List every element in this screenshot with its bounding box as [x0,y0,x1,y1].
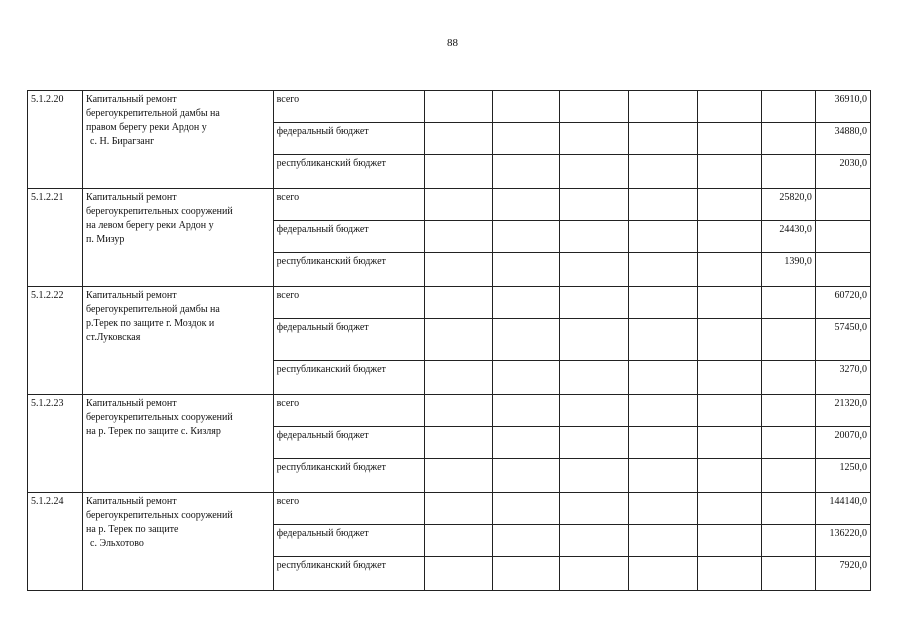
amount-cell-empty [492,557,559,591]
amount-cell-empty [697,319,761,361]
amount-cell-empty [560,525,629,557]
amount-cell: 25820,0 [761,189,815,221]
funding-source: всего [273,287,424,319]
amount-cell-empty [424,221,492,253]
amount-cell-empty [697,557,761,591]
item-name [83,287,274,395]
amount-cell-empty [492,91,559,123]
amount-cell-empty [424,189,492,221]
item-name [83,493,274,591]
amount-cell-empty [629,319,697,361]
amount-cell-empty [424,319,492,361]
amount-cell-empty [629,123,697,155]
item-code: 5.1.2.21 [28,189,83,287]
amount-cell [761,319,815,361]
amount-cell [815,253,870,287]
item-name-line: берегоукрепительных сооружений [86,412,233,423]
item-code: 5.1.2.20 [28,91,83,189]
item-name-line: правом берегу реки Ардон у [86,122,207,133]
amount-cell-empty [697,287,761,319]
item-name-line: ст.Луковская [86,332,141,343]
table-row [28,395,871,427]
item-name-line: п. Мизур [86,234,125,245]
amount-cell-empty [697,189,761,221]
item-name-line: на левом берегу реки Ардон у [86,220,214,231]
amount-cell-empty [629,361,697,395]
funding-source: всего [273,493,424,525]
item-name-line: берегоукрепительных сооружений [86,510,233,521]
amount-cell [761,459,815,493]
funding-source: всего [273,395,424,427]
amount-cell-empty [629,525,697,557]
amount-cell: 144140,0 [815,493,870,525]
budget-table [27,90,871,591]
item-name-line: на р. Терек по защите с. Кизляр [86,426,221,437]
page-number: 88 [447,37,458,49]
amount-cell-empty [697,395,761,427]
amount-cell-empty [560,123,629,155]
amount-cell-empty [697,459,761,493]
amount-cell: 24430,0 [761,221,815,253]
funding-source: республиканский бюджет [273,155,424,189]
table-row [28,493,871,525]
amount-cell-empty [697,221,761,253]
amount-cell-empty [697,123,761,155]
amount-cell-empty [424,525,492,557]
funding-source: федеральный бюджет [273,123,424,155]
funding-source: всего [273,91,424,123]
amount-cell-empty [492,253,559,287]
item-name [83,189,274,287]
amount-cell-empty [629,221,697,253]
amount-cell-empty [560,287,629,319]
amount-cell-empty [697,525,761,557]
amount-cell-empty [629,459,697,493]
item-name-line: на р. Терек по защите [86,524,179,535]
amount-cell [761,493,815,525]
amount-cell-empty [492,395,559,427]
funding-source: всего [273,189,424,221]
amount-cell-empty [492,427,559,459]
item-code: 5.1.2.23 [28,395,83,493]
amount-cell [761,395,815,427]
item-name-line: Капитальный ремонт [86,398,177,409]
amount-cell: 21320,0 [815,395,870,427]
amount-cell-empty [629,493,697,525]
item-name-line: берегоукрепительной дамбы на [86,108,220,119]
amount-cell-empty [424,91,492,123]
item-name-line: берегоукрепительной дамбы на [86,304,220,315]
amount-cell-empty [424,361,492,395]
amount-cell-empty [697,361,761,395]
item-name-line: Капитальный ремонт [86,94,177,105]
amount-cell: 2030,0 [815,155,870,189]
amount-cell-empty [697,253,761,287]
amount-cell-empty [492,189,559,221]
amount-cell-empty [560,155,629,189]
amount-cell: 136220,0 [815,525,870,557]
amount-cell [761,361,815,395]
amount-cell-empty [492,319,559,361]
amount-cell-empty [697,155,761,189]
amount-cell: 36910,0 [815,91,870,123]
amount-cell-empty [424,287,492,319]
amount-cell-empty [560,189,629,221]
amount-cell-empty [560,459,629,493]
item-name-line: Капитальный ремонт [86,496,177,507]
item-name [83,395,274,493]
amount-cell-empty [424,395,492,427]
amount-cell: 57450,0 [815,319,870,361]
amount-cell: 20070,0 [815,427,870,459]
amount-cell [761,287,815,319]
table-row [28,189,871,221]
table-row [28,91,871,123]
funding-source: федеральный бюджет [273,221,424,253]
amount-cell: 3270,0 [815,361,870,395]
amount-cell-empty [629,253,697,287]
amount-cell [815,189,870,221]
funding-source: республиканский бюджет [273,459,424,493]
amount-cell-empty [560,253,629,287]
amount-cell [761,91,815,123]
amount-cell-empty [492,155,559,189]
funding-source: республиканский бюджет [273,557,424,591]
amount-cell-empty [560,395,629,427]
amount-cell [761,525,815,557]
amount-cell-empty [697,91,761,123]
amount-cell-empty [697,427,761,459]
amount-cell-empty [560,319,629,361]
amount-cell-empty [629,287,697,319]
item-code: 5.1.2.22 [28,287,83,395]
amount-cell-empty [629,557,697,591]
item-code: 5.1.2.24 [28,493,83,591]
amount-cell-empty [492,361,559,395]
amount-cell-empty [492,123,559,155]
amount-cell [815,221,870,253]
amount-cell-empty [560,361,629,395]
amount-cell-empty [560,557,629,591]
amount-cell-empty [629,427,697,459]
amount-cell-empty [629,91,697,123]
item-name-line: с. Эльхотово [90,538,144,549]
table-row [28,287,871,319]
amount-cell-empty [492,287,559,319]
amount-cell-empty [629,189,697,221]
amount-cell-empty [492,459,559,493]
amount-cell [761,155,815,189]
amount-cell-empty [560,427,629,459]
funding-source: федеральный бюджет [273,427,424,459]
amount-cell-empty [424,493,492,525]
amount-cell-empty [424,557,492,591]
funding-source: республиканский бюджет [273,361,424,395]
amount-cell-empty [560,91,629,123]
amount-cell: 7920,0 [815,557,870,591]
item-name-line: берегоукрепительных сооружений [86,206,233,217]
item-name-line: р.Терек по защите г. Моздок и [86,318,215,329]
amount-cell-empty [424,427,492,459]
amount-cell-empty [629,155,697,189]
amount-cell-empty [424,459,492,493]
amount-cell-empty [424,253,492,287]
amount-cell-empty [560,221,629,253]
amount-cell-empty [424,155,492,189]
amount-cell [761,123,815,155]
funding-source: федеральный бюджет [273,319,424,361]
amount-cell [761,557,815,591]
amount-cell-empty [560,493,629,525]
amount-cell-empty [492,221,559,253]
amount-cell: 34880,0 [815,123,870,155]
amount-cell-empty [492,493,559,525]
amount-cell-empty [492,525,559,557]
amount-cell [761,427,815,459]
amount-cell-empty [424,123,492,155]
item-name-line: с. Н. Бирагзанг [90,136,155,147]
amount-cell: 60720,0 [815,287,870,319]
item-name [83,91,274,189]
item-name-line: Капитальный ремонт [86,290,177,301]
amount-cell: 1250,0 [815,459,870,493]
funding-source: федеральный бюджет [273,525,424,557]
item-name-line: Капитальный ремонт [86,192,177,203]
funding-source: республиканский бюджет [273,253,424,287]
amount-cell-empty [697,493,761,525]
amount-cell: 1390,0 [761,253,815,287]
amount-cell-empty [629,395,697,427]
